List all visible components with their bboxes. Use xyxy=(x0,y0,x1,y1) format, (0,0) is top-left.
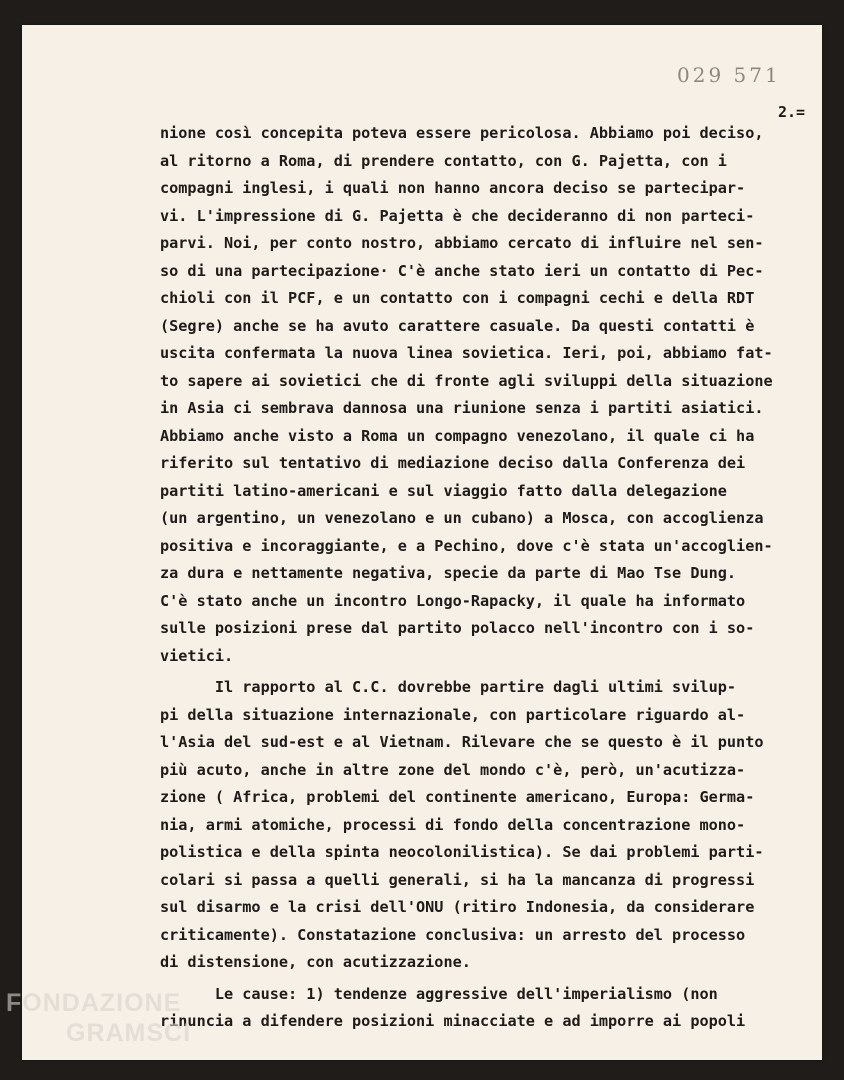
text-line: uscita confermata la nuova linea sovietica. Ieri, poi, abbiamo fat- xyxy=(160,344,773,362)
text-line: parvi. Noi, per conto nostro, abbiamo cercato di influire nel sen- xyxy=(160,234,764,252)
text-line: più acuto, anche in altre zone del mondo c'è, però, un'acutizza- xyxy=(160,760,746,779)
text-line: za dura e nettamente negativa, specie da parte di Mao Tse Dung. xyxy=(160,564,737,582)
text-line: rinuncia a difendere posizioni minacciate e ad imporre ai popoli xyxy=(160,1012,746,1030)
text-line: al ritorno a Roma, di prendere contatto, con G. Pajetta, con i xyxy=(160,151,727,170)
text-line: vi. L'impressione di G. Pajetta è che decideranno di non parteci- xyxy=(160,206,755,225)
text-line: di distensione, con acutizzazione. xyxy=(160,953,471,971)
text-line: Le cause: 1) tendenze aggressive dell'imperialismo (non xyxy=(160,984,718,1003)
text-line: Abbiamo anche visto a Roma un compagno venezolano, il quale ci ha xyxy=(160,426,755,445)
text-line: polistica e della spinta neocolonilistica). Se dai problemi parti- xyxy=(160,843,764,861)
paragraph-1 xyxy=(160,120,810,670)
text-line: l'Asia del sud-est e al Vietnam. Rilevare che se questo è il punto xyxy=(160,733,764,751)
text-line: riferito sul tentativo di mediazione deciso dalla Conferenza dei xyxy=(160,454,746,472)
text-line: positiva e incoraggiante, e a Pechino, dove c'è stata un'accoglien- xyxy=(160,536,773,555)
text-line: in Asia ci sembrava dannosa una riunione senza i partiti asiatici. xyxy=(160,399,764,417)
archive-watermark xyxy=(6,988,191,1048)
text-line: nione così concepita poteva essere pericolosa. Abbiamo poi deciso, xyxy=(160,124,764,142)
archive-number: 029 571 xyxy=(677,63,781,87)
text-line: sul disarmo e la crisi dell'ONU (ritiro Indonesia, da considerare xyxy=(160,898,755,916)
text-line: so di una partecipazione· C'è anche stato ieri un contatto di Pec- xyxy=(160,261,764,280)
text-line: (un argentino, un venezolano e un cubano) a Mosca, con accoglienza xyxy=(160,509,764,527)
text-line: pi della situazione internazionale, con particolare riguardo al- xyxy=(160,705,746,724)
text-line: partiti latino-americani e sul viaggio fatto dalla delegazione xyxy=(160,481,727,500)
text-line: sulle posizioni prese dal partito polacco nell'incontro con i so- xyxy=(160,619,755,637)
text-line: nia, armi atomiche, processi di fondo della concentrazione mono- xyxy=(160,815,746,834)
text-line: colari si passa a quelli generali, si ha la mancanza di progressi xyxy=(160,870,755,889)
text-line: vietici. xyxy=(160,646,234,665)
paragraph-2 xyxy=(160,674,810,977)
text-line: to sapere ai sovietici che di fronte agli sviluppi della situazione xyxy=(160,371,773,390)
text-line: Il rapporto al C.C. dovrebbe partire dagli ultimi svilup- xyxy=(160,678,737,696)
text-line: compagni inglesi, i quali non hanno ancora deciso se partecipar- xyxy=(160,179,746,197)
text-line: (Segre) anche se ha avuto carattere casuale. Da questi contatti è xyxy=(160,316,755,335)
paragraph-3 xyxy=(160,981,810,1036)
page-number: 2.= xyxy=(778,103,806,121)
text-line: chioli con il PCF, e un contatto con i compagni cechi e della RDT xyxy=(160,289,755,307)
text-line: zione ( Africa, problemi del continente americano, Europa: Germa- xyxy=(160,788,755,806)
text-line: criticamente). Constatazione conclusiva: un arresto del processo xyxy=(160,925,746,944)
body-text xyxy=(160,120,810,1036)
text-line: C'è stato anche un incontro Longo-Rapacky, il quale ha informato xyxy=(160,591,746,610)
watermark-line: FONDAZIONE xyxy=(6,989,182,1017)
watermark-line: GRAMSCI xyxy=(66,1019,192,1047)
